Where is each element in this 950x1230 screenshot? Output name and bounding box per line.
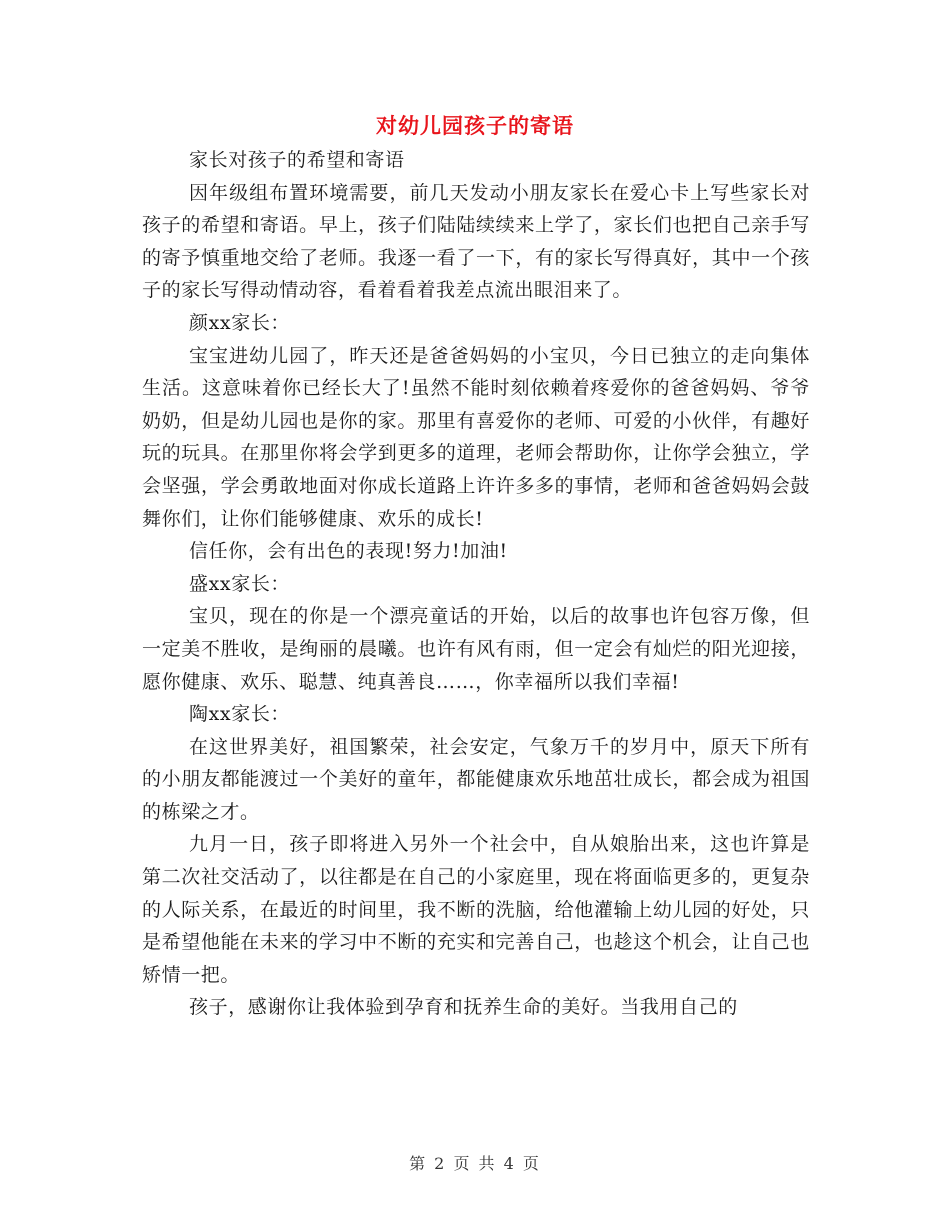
paragraph-september: 九月一日，孩子即将进入另外一个社会中，自从娘胎出来，这也许算是第二次社交活动了，以往都是在自己的小家庭里，现在将面临更多的，更复杂的人际关系，在最近的时间里，我不断的洗脑，给他灌输上幼儿园的好处，只是希望他能在未来的学习中不断的充实和完善自己，也趁这个机会，让自己也矫情一把。 <box>142 833 810 986</box>
paragraph-tao-message: 在这世界美好，祖国繁荣，社会安定，气象万千的岁月中，原天下所有的小朋友都能渡过一个美好的童年，都能健康欢乐地茁壮成长，都会成为祖国的栋梁之才。 <box>142 735 810 823</box>
paragraph-parent-yan: 颜xx家长： <box>189 311 291 334</box>
paragraph-subtitle: 家长对孩子的希望和寄语 <box>189 149 405 171</box>
paragraph-parent-sheng: 盛xx家长： <box>189 572 291 595</box>
document-title: 对幼儿园孩子的寄语 <box>376 113 574 138</box>
paragraph-sheng-message: 宝贝，现在的你是一个漂亮童话的开始，以后的故事也许包容万像，但一定美不胜收，是绚丽的晨曦。也许有风有雨，但一定会有灿烂的阳光迎接，愿你健康、欢乐、聪慧、纯真善良……，你幸福所以我们幸福! <box>142 605 810 693</box>
paragraph-parent-tao: 陶xx家长： <box>189 703 291 726</box>
document-body <box>142 144 810 1024</box>
paragraph-thanks: 孩子，感谢你让我体验到孕育和抚养生命的美好。当我用自己的 <box>189 996 738 1019</box>
paragraph-yan-message: 宝宝进幼儿园了，昨天还是爸爸妈妈的小宝贝，今日已独立的走向集体生活。这意味着你已经长大了!虽然不能时刻依赖着疼爱你的爸爸妈妈、爷爷奶奶，但是幼儿园也是你的家。那里有喜爱你的老师、可爱的小伙伴，有趣好玩的玩具。在那里你将会学到更多的道理，老师会帮助你，让你学会独立，学会坚强，学会勇敢地面对你成长道路上许许多多的事情，老师和爸爸妈妈会鼓舞你们，让你们能够健康、欢乐的成长! <box>142 344 810 530</box>
page-number-footer: 第 2 页 共 4 页 <box>409 1154 541 1173</box>
paragraph-yan-closing: 信任你，会有出色的表现!努力!加油! <box>189 540 508 563</box>
paragraph-intro: 因年级组布置环境需要，前几天发动小朋友家长在爱心卡上写些家长对孩子的希望和寄语。早上，孩子们陆陆续续来上学了，家长们也把自己亲手写的寄予慎重地交给了老师。我逐一看了一下，有的家长写得真好，其中一个孩子的家长写得动情动容，看着看着我差点流出眼泪来了。 <box>142 181 810 302</box>
